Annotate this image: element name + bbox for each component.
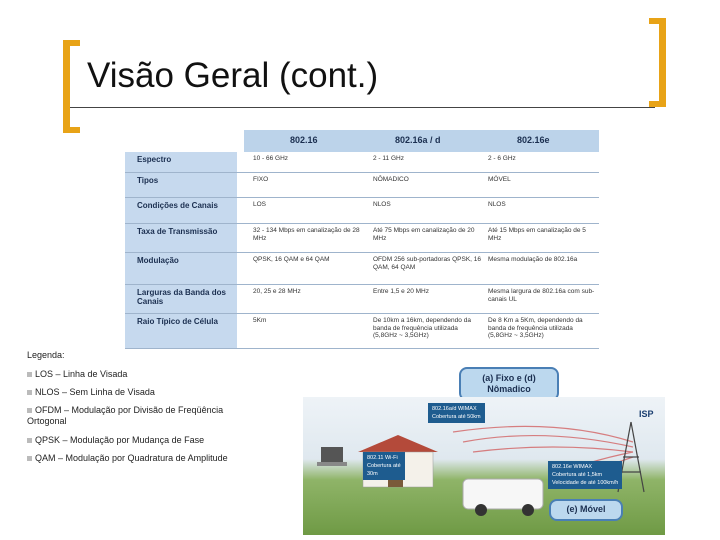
left-bracket-vertical — [63, 40, 70, 133]
row-label: Taxa de Transmissão — [125, 224, 237, 252]
isp-label: ISP — [639, 409, 654, 419]
table-cell: MÓVEL — [488, 176, 511, 183]
table-row — [125, 198, 599, 224]
left-bracket-top — [63, 40, 80, 46]
legend-title: Legenda: — [27, 350, 65, 360]
mobile-callout — [549, 499, 623, 521]
wifi-info-box — [363, 452, 405, 480]
bullet-icon — [27, 438, 32, 443]
info-line: Velocidade de até 100km/h — [552, 480, 619, 486]
info-line: Cobertura até 1,5km — [552, 472, 603, 478]
laptop-graphic — [317, 447, 347, 466]
legend-item-text: LOS – Linha de Visada — [35, 369, 128, 379]
table-cell: 10 - 66 GHz — [253, 155, 289, 162]
callout-line: (a) Fixo e (d) — [482, 373, 536, 383]
legend-item — [27, 387, 155, 398]
table-cell: NÔMADICO — [373, 176, 409, 183]
row-label: Modulação — [125, 253, 237, 284]
legend-item — [27, 369, 127, 380]
row-label: Raio Típico de Célula — [125, 314, 237, 348]
column-header-802-16e: 802.16e — [517, 135, 550, 145]
bullet-icon — [27, 390, 32, 395]
table-cell: QPSK, 16 QAM e 64 QAM — [253, 256, 330, 263]
row-label: Espectro — [125, 152, 237, 172]
bullet-icon — [27, 372, 32, 377]
legend-item — [27, 405, 257, 427]
slide-title: Visão Geral (cont.) — [87, 56, 379, 95]
row-label: Condições de Canais — [125, 198, 237, 223]
callout-line: (e) Móvel — [566, 504, 606, 514]
left-bracket-bottom — [63, 127, 80, 133]
table-row — [125, 152, 599, 173]
column-header-802-16: 802.16 — [290, 135, 318, 145]
table-cell: 2 - 6 GHz — [488, 155, 516, 162]
legend-item-text: NLOS – Sem Linha de Visada — [35, 387, 155, 397]
info-line: 30m — [367, 471, 378, 477]
title-divider — [70, 107, 655, 108]
callout-line: Nômadico — [487, 384, 531, 394]
table-row — [125, 173, 599, 198]
table-cell: Mesma modulação de 802.16a — [488, 256, 578, 263]
table-row — [125, 253, 599, 285]
table-row — [125, 224, 599, 253]
legend-item-text: QPSK – Modulação por Mudança de Fase — [35, 435, 205, 445]
table-cell: NLOS — [373, 201, 391, 208]
info-line: 802.16e WIMAX — [552, 464, 593, 470]
table-row — [125, 285, 599, 314]
table-row — [125, 314, 599, 349]
fixed-nomadic-callout — [459, 367, 559, 401]
info-line: 802.11 Wi-Fi — [367, 455, 398, 461]
wimax-mobile-info-box — [548, 461, 622, 489]
info-line: 802.16a/d WIMAX — [432, 406, 477, 412]
legend-item-text: OFDM – Modulação por Divisão de Freqüência Ortogonal — [27, 405, 224, 426]
right-bracket-vertical — [659, 18, 666, 107]
row-label: Larguras da Banda dos Canais — [125, 285, 237, 313]
wimax-fixed-info-box — [428, 403, 485, 423]
table-cell: 5Km — [253, 317, 267, 324]
table-cell: Mesma largura de 802.16a com sub-canais UL — [488, 288, 595, 303]
table-cell: 32 - 134 Mbps em canalização de 28 MHz — [253, 227, 360, 242]
wimax-illustration — [303, 397, 665, 535]
bullet-icon — [27, 456, 32, 461]
column-header-802-16ad: 802.16a / d — [395, 135, 441, 145]
table-cell: NLOS — [488, 201, 506, 208]
table-cell: 20, 25 e 28 MHz — [253, 288, 301, 295]
table-cell: Até 15 Mbps em canalização de 5 MHz — [488, 227, 586, 242]
table-cell: De 10km a 16km, dependendo da banda de frequência utilizada (5,8GHz ~ 3,5GHz) — [373, 317, 471, 339]
table-cell: Entre 1,5 e 20 MHz — [373, 288, 429, 295]
row-label: Tipos — [125, 173, 237, 197]
info-line: Cobertura até 50km — [432, 414, 481, 420]
van-graphic — [463, 479, 543, 516]
legend-item — [27, 435, 204, 446]
table-cell: 2 - 11 GHz — [373, 155, 404, 162]
table-cell: De 8 Km a 5Km, dependendo da banda de frequência utilizada (5,8GHz ~ 3,5GHz) — [488, 317, 583, 339]
table-cell: LOS — [253, 201, 267, 208]
table-cell: OFDM 256 sub-portadoras QPSK, 16 QAM, 64 QAM — [373, 256, 482, 271]
table-cell: Até 75 Mbps em canalização de 20 MHz — [373, 227, 475, 242]
legend-item-text: QAM – Modulação por Quadratura de Amplitude — [35, 453, 228, 463]
info-line: Cobertura até — [367, 463, 401, 469]
bullet-icon — [27, 408, 32, 413]
legend-item — [27, 453, 228, 464]
table-cell: FIXO — [253, 176, 269, 183]
right-bracket-top — [649, 18, 666, 24]
